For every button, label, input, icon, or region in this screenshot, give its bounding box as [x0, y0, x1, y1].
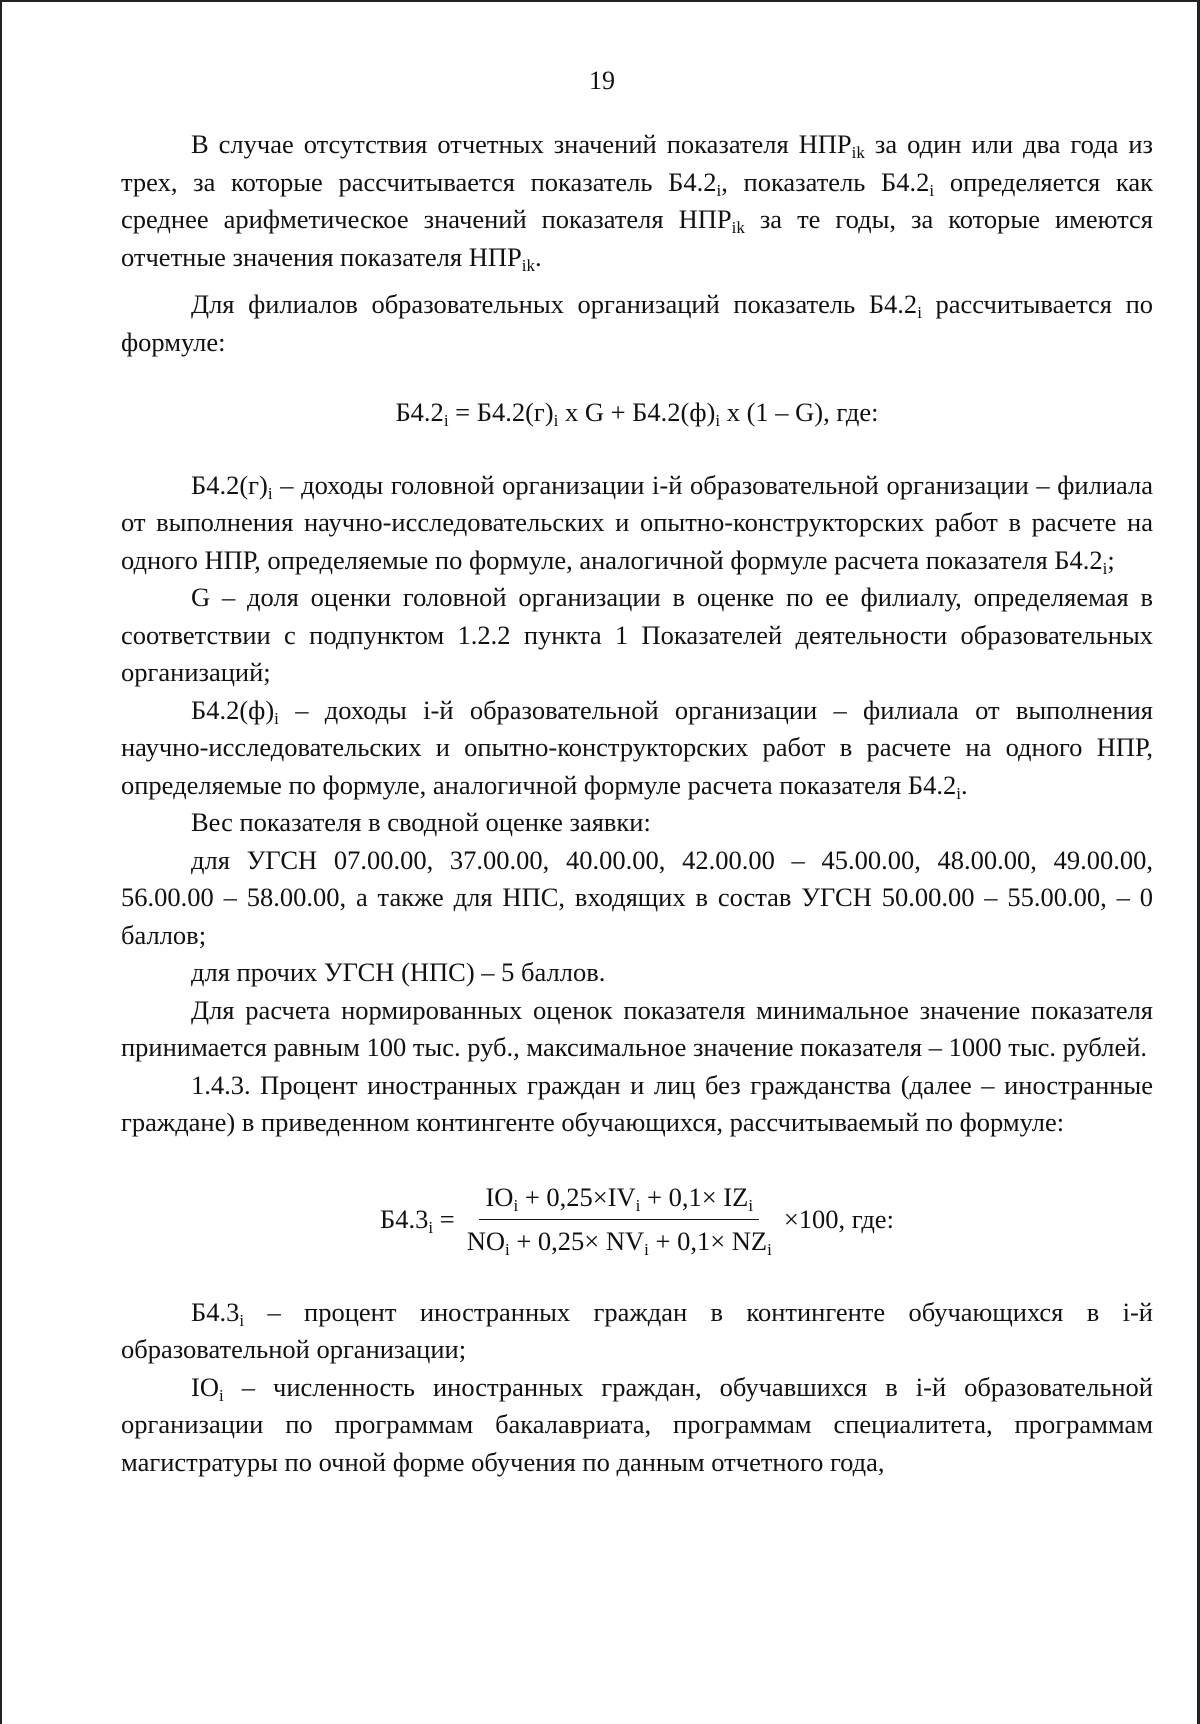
text-run: – доходы головной организации i-й образовательной организации – филиала от выполнения научно-исследовательских и опытно-конструкторских работ в расчете на одного НПР, определяемые по формуле, аналогичной формуле расчета показателя Б4.2	[121, 469, 1153, 575]
subscript: i	[716, 180, 722, 200]
text-run: Для филиалов образовательных организаций показатель Б4.2	[191, 289, 918, 319]
formula-term: х (1 – G), где:	[720, 397, 879, 427]
text-run: Б4.2(ф)	[191, 694, 275, 725]
subscript: i	[428, 1217, 434, 1237]
formula-term: + 0,1× IZ	[640, 1181, 749, 1212]
subscript: i	[239, 1310, 245, 1330]
formula-term: NO	[466, 1226, 505, 1256]
text-run: определяется как среднее арифметическое значений показателя НПР	[121, 166, 1153, 234]
subscript: i	[917, 303, 922, 322]
paragraph-weight-five: для прочих УГСН (НПС) – 5 баллов.	[191, 957, 606, 987]
text-run: , показатель Б4.2	[721, 166, 930, 197]
subscript: i	[513, 1195, 519, 1215]
text-run: Б4.3	[191, 1296, 240, 1327]
text-run: – численность иностранных граждан, обучавшихся в i-й образовательной организации по программам бакалавриата, программам специалитета, программам магистратуры по очной форме обучения по данным отчетного года,	[121, 1371, 1153, 1477]
subscript: i	[715, 411, 721, 430]
formula-term: + 0,25× NV	[509, 1226, 645, 1256]
formula-term: Б4.3	[380, 1203, 429, 1234]
definition-io	[121, 1369, 1153, 1482]
subscript: ik	[851, 143, 865, 162]
formula-b42	[121, 394, 1153, 432]
definition-b43	[121, 1294, 1153, 1369]
subscript: i	[929, 180, 935, 200]
formula-b43	[121, 1179, 1153, 1261]
text-run: IO	[191, 1371, 219, 1402]
formula-term: х G + Б4.2(ф)	[558, 397, 716, 427]
paragraph-normalization: Для расчета нормированных оценок показателя минимальное значение показателя принимается равным 100 тыс. руб., максимальное значение показателя – 1000 тыс. рублей.	[121, 994, 1153, 1062]
paragraph-section-1-4-3: 1.4.3. Процент иностранных граждан и лиц без гражданства (далее – иностранные граждане) в приведенном контингенте обучающихся, рассчитываемый по формуле:	[121, 1069, 1153, 1137]
formula-term: = Б4.2(г)	[448, 397, 554, 427]
paragraph-branches-intro	[121, 286, 1153, 361]
text-run: рассчитывается по формуле:	[121, 289, 1154, 357]
page-number: 19	[589, 66, 615, 95]
text-run: ;	[1107, 544, 1115, 575]
definition-g	[121, 579, 1153, 692]
subscript: ik	[731, 218, 745, 237]
subscript: i	[218, 1385, 224, 1405]
text-run: за один или два года из трех, за которые рассчитывается показатель Б4.2	[121, 129, 1154, 197]
text-run: за те годы, за которые имеются отчетные значения показателя НПР	[121, 204, 1153, 272]
formula-lhs	[380, 1201, 455, 1239]
text-run: .	[534, 241, 542, 272]
text-run: .	[960, 769, 968, 800]
formula-term: + 0,1× NZ	[648, 1226, 768, 1256]
definition-b42-branch	[121, 692, 1153, 805]
paragraph-missing-values	[121, 126, 1153, 276]
subscript: i	[443, 411, 449, 430]
formula-term: + 0,25×IV	[518, 1181, 636, 1212]
subscript: i	[644, 1240, 649, 1259]
subscript: i	[956, 783, 961, 803]
subscript: i	[1102, 558, 1108, 578]
subscript: i	[504, 1240, 510, 1259]
subscript: i	[553, 411, 559, 430]
formula-fraction	[461, 1179, 778, 1261]
definition-b42-head	[121, 467, 1153, 580]
subscript: ik	[521, 255, 535, 275]
formula-denominator	[461, 1220, 778, 1261]
formula-term: IO	[485, 1181, 514, 1212]
formula-term: =	[433, 1203, 455, 1234]
formula-term: Б4.2	[395, 397, 444, 427]
text-run: – доходы i-й образовательной организации – филиала от выполнения научно-исследовательских и опытно-конструкторских работ в расчете на одного НПР, определяемые по формуле, аналогичной формуле расчета показателя Б4.2	[121, 694, 1153, 800]
paragraph-weight-zero: для УГСН 07.00.00, 37.00.00, 40.00.00, 42.00.00 – 45.00.00, 48.00.00, 49.00.00, 56.00.00 – 58.00.00, а также для НПС, входящих в состав УГСН 50.00.00 – 55.00.00, – 0 баллов;	[121, 844, 1153, 950]
subscript: i	[748, 1195, 754, 1215]
subscript: i	[767, 1240, 772, 1259]
subscript: i	[274, 708, 279, 728]
text-run: Б4.2(г)	[191, 469, 268, 500]
text-run: – процент иностранных граждан в контингенте обучающихся в i-й образовательной организации;	[121, 1296, 1153, 1364]
document-body	[121, 126, 1153, 1481]
formula-rhs: ×100, где:	[783, 1203, 894, 1234]
text-run: G – доля оценки головной организации в оценке по ее филиалу, определяемая в соответствии с подпунктом 1.2.2 пункта 1 Показателей деятельности образовательных организаций;	[121, 582, 1153, 687]
paragraph-weight-heading: Вес показателя в сводной оценке заявки:	[191, 807, 651, 837]
text-run: В случае отсутствия отчетных значений показателя НПР	[191, 129, 852, 159]
subscript: i	[635, 1195, 641, 1215]
subscript: i	[267, 483, 273, 503]
formula-numerator	[479, 1179, 759, 1221]
